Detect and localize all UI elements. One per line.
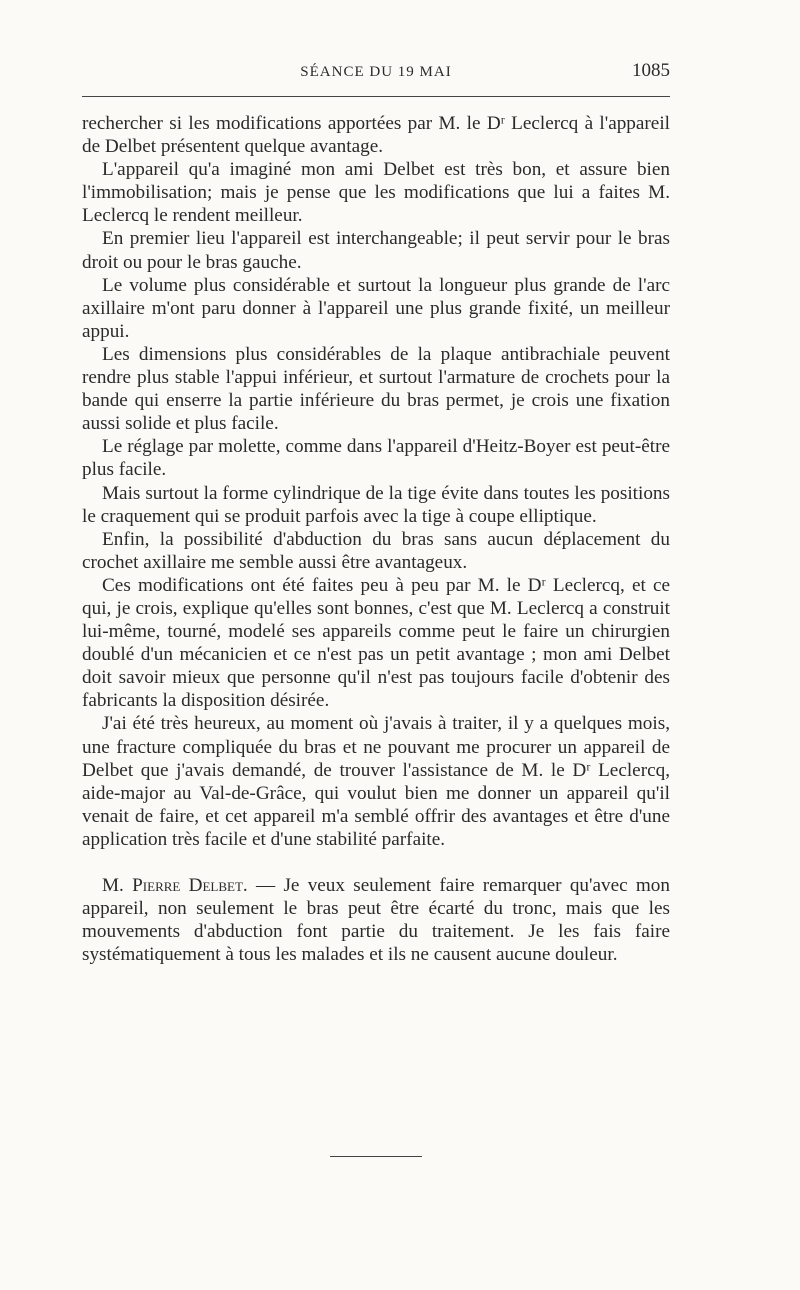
paragraph: Les dimensions plus considérables de la plaque antibrachiale peuvent rendre plus stable l'appui inférieur, et surtout l'armature de crochets pour la bande qui enserre la partie inférieure du bras permet, je crois une fixation aussi solide et plus facile. [82, 343, 670, 435]
paragraph: J'ai été très heureux, au moment où j'avais à traiter, il y a quelques mois, une fracture compliquée du bras et ne pouvant me procurer un appareil de Delbet que j'avais demandé, de trouver l'assistance de M. le Dʳ Leclercq, aide-major au Val-de-Grâce, qui voulut bien me donner un appareil qu'il venait de faire, et cet appareil m'a semblé offrir des avantages et être d'une application très facile et d'une stabilité parfaite. [82, 713, 670, 850]
reply-text: — Je veux seulement faire remarquer qu'avec mon appareil, non seulement le bras peut être écarté du tronc, mais que les mouvements d'abduction font partie du traitement. Je les fais faire systématiquement à tous les malades et ils ne causent aucune douleur. [82, 875, 670, 966]
paragraph: L'appareil qu'a imaginé mon ami Delbet est très bon, et assure bien l'immobilisation; mais je pense que les modifications que lui a faites M. Leclercq le rendent meilleur. [82, 159, 670, 227]
paragraph: rechercher si les modifications apportées par M. le Dʳ Leclercq à l'appareil de Delbet présentent quelque avantage. [82, 113, 670, 158]
paragraph: Le volume plus considérable et surtout la longueur plus grande de l'arc axillaire m'ont paru donner à l'appareil une plus grande fixité, un meilleur appui. [82, 274, 670, 342]
paragraph: Ces modifications ont été faites peu à peu par M. le Dʳ Leclercq, et ce qui, je crois, explique qu'elles sont bonnes, c'est que M. Leclercq a construit lui-même, tourné, modelé ses appareils comme peut le faire un chirurgien doublé d'un mécanicien et ce n'est pas un petit avantage ; mon ami Delbet doit savoir mieux que personne qu'il n'est pas toujours facile d'obtenir des fabricants la disposition désirée. [82, 574, 670, 712]
body-text [82, 112, 670, 966]
page-header [82, 58, 670, 86]
page-number: 1085 [632, 60, 670, 81]
running-title: SÉANCE DU 19 MAI [300, 64, 452, 80]
speaker-name: M. Pierre Delbet. [102, 875, 248, 896]
paragraph: En premier lieu l'appareil est interchangeable; il peut servir pour le bras droit ou pour le bras gauche. [82, 228, 670, 273]
paragraph: Enfin, la possibilité d'abduction du bras sans aucun déplacement du crochet axillaire me semble aussi être avantageux. [82, 528, 670, 573]
section-end-rule [330, 1156, 422, 1157]
paragraph: Mais surtout la forme cylindrique de la tige évite dans toutes les positions le craquement qui se produit parfois avec la tige à coupe elliptique. [82, 482, 670, 527]
header-rule [82, 96, 670, 97]
reply-paragraph [82, 874, 670, 966]
paragraph: Le réglage par molette, comme dans l'appareil d'Heitz-Boyer est peut-être plus facile. [82, 436, 670, 481]
